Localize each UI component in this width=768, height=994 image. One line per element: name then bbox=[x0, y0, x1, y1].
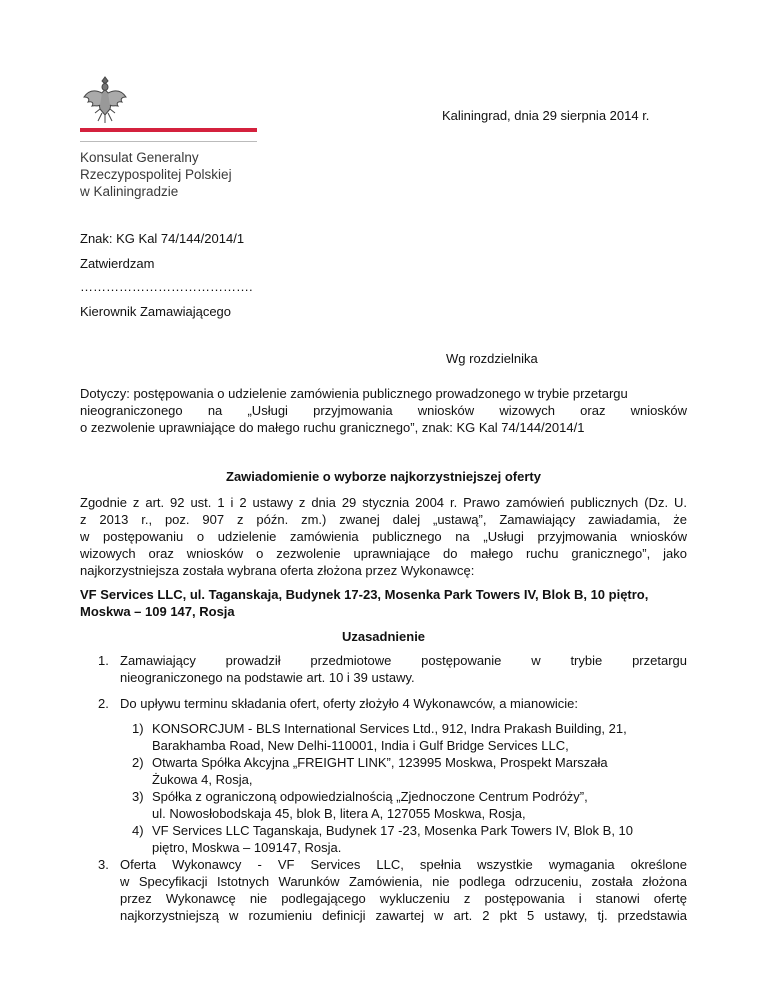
point-1: 1. Zamawiający prowadził przedmiotowe postępowanie w trybie przetargu nieograniczonego na podstawie art. 10 i 39 ustawy. bbox=[98, 653, 687, 685]
head-role: Kierownik Zamawiającego bbox=[80, 304, 232, 319]
intro-paragraph: Zgodnie z art. 92 ust. 1 i 2 ustawy z dnia 29 stycznia 2004 r. Prawo zamówień publicznych (Dz. U. z 2013 r., poz. 907 z późn. zm.) zwanej dalej „ustawą”, Zamawiający zawiadamia, że w postępowaniu o udzielenie zamówienia publicznego na „Usługi przyjmowania wniosków wizowych oraz wniosków o zezwolenie uprawniające do małego ruchu granicznego”, jako najkorzystniejsza została wybrana oferta złożona przez Wykonawcę: bbox=[80, 495, 687, 578]
point-3: 3. Oferta Wykonawcy - VF Services LLC, spełnia wszystkie wymagania określone w Specyfikacji Istotnych Warunków Zamówienia, nie podlega odrzuceniu, została złożona przez Wykonawcę nie podlegającego wykluczeniu z postępowania i stanowi ofertę najkorzystniejszą w rozumieniu definicji zawartej w art. 2 pkt 5 ustawy, tj. przedstawia bbox=[98, 857, 687, 923]
justification-title: Uzasadnienie bbox=[341, 629, 426, 644]
point-2: 2. Do upływu terminu składania ofert, oferty złożyło 4 Wykonawców, a mianowicie: bbox=[98, 696, 578, 711]
eagle-emblem bbox=[80, 75, 130, 125]
list-item: 2) Otwarta Spółka Akcyjna „FREIGHT LINK”, 123995 Moskwa, Prospekt Marszała Żukowa 4, Rosja, bbox=[132, 755, 608, 787]
signature-dots: …………………………………. bbox=[80, 279, 253, 294]
distribution-note: Wg rozdzielnika bbox=[446, 351, 538, 366]
consulate-name: Konsulat Generalny Rzeczypospolitej Polskiej w Kaliningradzie bbox=[80, 150, 232, 199]
winner-block: VF Services LLC, ul. Taganskaja, Budynek 17-23, Mosenka Park Towers IV, Blok B, 10 piętro, Moskwa – 109 147, Rosja bbox=[80, 587, 649, 619]
list-item: 3) Spółka z ograniczoną odpowiedzialnością „Zjednoczone Centrum Podróży”, ul. Nowosłobodskaja 45, blok B, litera A, 127055 Moskwa, Rosja, bbox=[132, 789, 588, 821]
reference-sign: Znak: KG Kal 74/144/2014/1 bbox=[80, 231, 245, 246]
grey-divider bbox=[80, 141, 257, 142]
bidder-list bbox=[132, 720, 687, 856]
notice-title: Zawiadomienie o wyborze najkorzystniejszej oferty bbox=[226, 469, 541, 484]
list-item: 4) VF Services LLC Taganskaja, Budynek 17 -23, Mosenka Park Towers IV, Blok B, 10 piętro, Moskwa – 109147, Rosja. bbox=[132, 823, 634, 855]
red-divider bbox=[80, 128, 257, 132]
subject-block: Dotyczy: postępowania o udzielenie zamówienia publicznego prowadzonego w trybie przetargu nieograniczonego na „Usługi przyjmowania wniosków wizowych oraz wniosków o zezwolenie uprawniające do małego ruchu granicznego”, znak: KG Kal 74/144/2014/1 bbox=[80, 386, 687, 435]
list-item: 1) KONSORCJUM - BLS International Services Ltd., 912, Indra Prakash Building, 21, Barakhamba Road, New Delhi-110001, India i Gulf Bridge Services LLC, bbox=[132, 721, 627, 753]
date-line: Kaliningrad, dnia 29 sierpnia 2014 r. bbox=[442, 108, 650, 123]
approval-label: Zatwierdzam bbox=[80, 256, 155, 271]
